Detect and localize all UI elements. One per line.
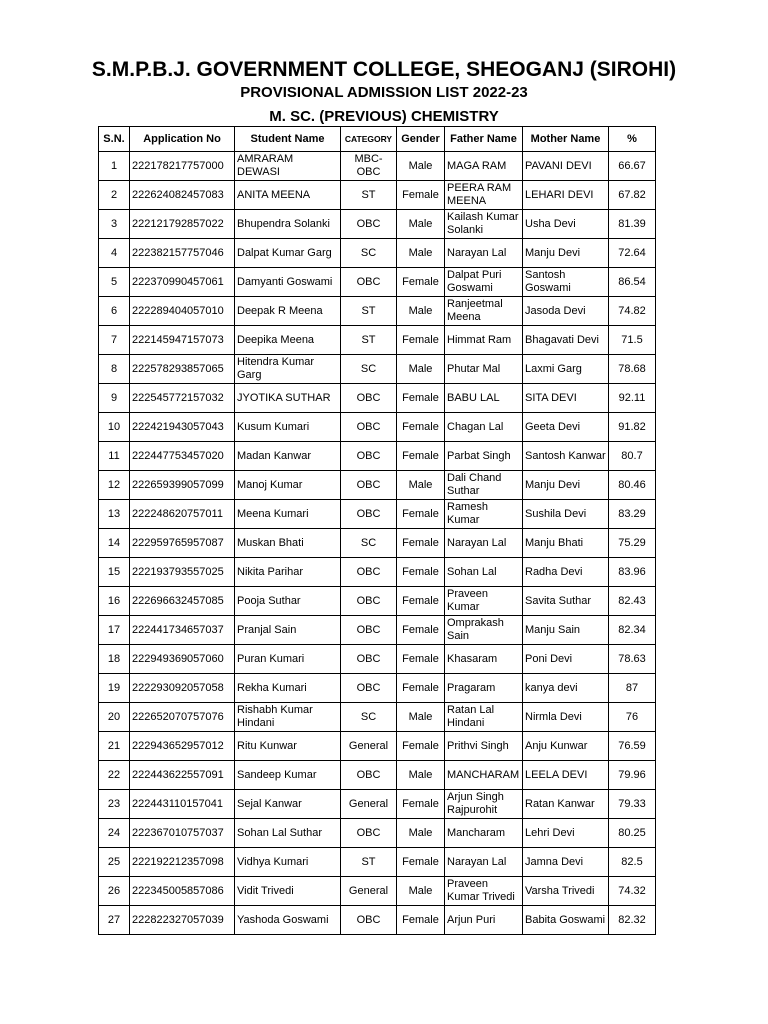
mother-name-cell: Manju Sain (523, 616, 609, 645)
student-name-cell: Hitendra Kumar Garg (235, 355, 341, 384)
category-cell: OBC (341, 645, 397, 674)
percent-cell: 83.29 (609, 500, 656, 529)
category-cell: OBC (341, 413, 397, 442)
sn-cell: 11 (99, 442, 130, 471)
application-no-cell: 222578293857065 (130, 355, 235, 384)
mother-name-cell: Santosh Goswami (523, 268, 609, 297)
category-cell: SC (341, 703, 397, 732)
sn-cell: 24 (99, 819, 130, 848)
mother-name-cell: Bhagavati Devi (523, 326, 609, 355)
father-name-cell: Ratan Lal Hindani (445, 703, 523, 732)
category-cell: OBC (341, 471, 397, 500)
table-row (99, 268, 656, 297)
table-row (99, 790, 656, 819)
application-no-cell: 222248620757011 (130, 500, 235, 529)
application-no-cell: 222624082457083 (130, 181, 235, 210)
student-name-cell: Ritu Kunwar (235, 732, 341, 761)
father-name-cell: Himmat Ram (445, 326, 523, 355)
percent-cell: 80.25 (609, 819, 656, 848)
application-no-cell: 222145947157073 (130, 326, 235, 355)
mother-name-cell: Anju Kunwar (523, 732, 609, 761)
gender-cell: Male (397, 819, 445, 848)
mother-name-cell: Manju Bhati (523, 529, 609, 558)
gender-cell: Female (397, 442, 445, 471)
percent-cell: 72.64 (609, 239, 656, 268)
college-title: S.M.P.B.J. GOVERNMENT COLLEGE, SHEOGANJ (SIROHI) (91, 58, 677, 81)
table-row (99, 239, 656, 268)
father-name-cell: Dali Chand Suthar (445, 471, 523, 500)
table-row (99, 819, 656, 848)
gender-cell: Female (397, 674, 445, 703)
gender-cell: Female (397, 326, 445, 355)
student-name-cell: Yashoda Goswami (235, 906, 341, 935)
gender-cell: Male (397, 703, 445, 732)
student-name-cell: Vidit Trivedi (235, 877, 341, 906)
table-body (99, 152, 656, 935)
father-name-cell: Omprakash Sain (445, 616, 523, 645)
application-no-cell: 222659399057099 (130, 471, 235, 500)
percent-cell: 78.63 (609, 645, 656, 674)
student-name-cell: Sohan Lal Suthar (235, 819, 341, 848)
mother-name-cell: PAVANI DEVI (523, 152, 609, 181)
student-name-cell: Nikita Parihar (235, 558, 341, 587)
mother-name-cell: Ratan Kanwar (523, 790, 609, 819)
table-row (99, 384, 656, 413)
percent-cell: 80.7 (609, 442, 656, 471)
percent-cell: 81.39 (609, 210, 656, 239)
table-row (99, 500, 656, 529)
table-row (99, 703, 656, 732)
percent-cell: 74.82 (609, 297, 656, 326)
sn-cell: 16 (99, 587, 130, 616)
column-header-application-no: Application No (130, 127, 235, 152)
column-header-sn: S.N. (99, 127, 130, 152)
sn-cell: 8 (99, 355, 130, 384)
course-title: M. SC. (PREVIOUS) CHEMISTRY (269, 108, 499, 125)
sn-cell: 6 (99, 297, 130, 326)
percent-cell: 82.32 (609, 906, 656, 935)
column-header-percent: % (609, 127, 656, 152)
category-cell: OBC (341, 587, 397, 616)
category-cell: ST (341, 297, 397, 326)
application-no-cell: 222447753457020 (130, 442, 235, 471)
application-no-cell: 222345005857086 (130, 877, 235, 906)
table-row (99, 761, 656, 790)
gender-cell: Female (397, 384, 445, 413)
percent-cell: 79.33 (609, 790, 656, 819)
table-row (99, 906, 656, 935)
mother-name-cell: Varsha Trivedi (523, 877, 609, 906)
category-cell: OBC (341, 500, 397, 529)
mother-name-cell: LEELA DEVI (523, 761, 609, 790)
sn-cell: 9 (99, 384, 130, 413)
table-row (99, 848, 656, 877)
student-name-cell: Dalpat Kumar Garg (235, 239, 341, 268)
gender-cell: Male (397, 239, 445, 268)
table-row (99, 181, 656, 210)
sn-cell: 4 (99, 239, 130, 268)
application-no-cell: 222441734657037 (130, 616, 235, 645)
table-row (99, 558, 656, 587)
percent-cell: 92.11 (609, 384, 656, 413)
percent-cell: 76.59 (609, 732, 656, 761)
gender-cell: Male (397, 471, 445, 500)
category-cell: SC (341, 529, 397, 558)
column-header-father-name: Father Name (445, 127, 523, 152)
application-no-cell: 222178217757000 (130, 152, 235, 181)
father-name-cell: MANCHARAM (445, 761, 523, 790)
category-cell: OBC (341, 674, 397, 703)
mother-name-cell: Santosh Kanwar (523, 442, 609, 471)
application-no-cell: 222696632457085 (130, 587, 235, 616)
gender-cell: Male (397, 210, 445, 239)
application-no-cell: 222652070757076 (130, 703, 235, 732)
category-cell: OBC (341, 384, 397, 413)
mother-name-cell: Sushila Devi (523, 500, 609, 529)
father-name-cell: Arjun Singh Rajpurohit (445, 790, 523, 819)
mother-name-cell: Poni Devi (523, 645, 609, 674)
sn-cell: 23 (99, 790, 130, 819)
mother-name-cell: Usha Devi (523, 210, 609, 239)
category-cell: ST (341, 181, 397, 210)
percent-cell: 80.46 (609, 471, 656, 500)
gender-cell: Female (397, 587, 445, 616)
sn-cell: 17 (99, 616, 130, 645)
sn-cell: 15 (99, 558, 130, 587)
admission-table (98, 126, 656, 935)
sn-cell: 7 (99, 326, 130, 355)
father-name-cell: Khasaram (445, 645, 523, 674)
student-name-cell: Sandeep Kumar (235, 761, 341, 790)
father-name-cell: MAGA RAM (445, 152, 523, 181)
category-cell: OBC (341, 558, 397, 587)
application-no-cell: 222192212357098 (130, 848, 235, 877)
father-name-cell: Dalpat Puri Goswami (445, 268, 523, 297)
gender-cell: Female (397, 616, 445, 645)
mother-name-cell: Nirmla Devi (523, 703, 609, 732)
student-name-cell: Pooja Suthar (235, 587, 341, 616)
father-name-cell: Pragaram (445, 674, 523, 703)
application-no-cell: 222443110157041 (130, 790, 235, 819)
table-row (99, 413, 656, 442)
mother-name-cell: Savita Suthar (523, 587, 609, 616)
gender-cell: Female (397, 181, 445, 210)
gender-cell: Female (397, 645, 445, 674)
gender-cell: Male (397, 297, 445, 326)
table-row (99, 529, 656, 558)
student-name-cell: AMRARAM DEWASI (235, 152, 341, 181)
student-name-cell: Deepak R Meena (235, 297, 341, 326)
table-row (99, 877, 656, 906)
percent-cell: 66.67 (609, 152, 656, 181)
percent-cell: 86.54 (609, 268, 656, 297)
student-name-cell: Deepika Meena (235, 326, 341, 355)
father-name-cell: Ranjeetmal Meena (445, 297, 523, 326)
list-title: PROVISIONAL ADMISSION LIST 2022-23 (240, 84, 528, 101)
application-no-cell: 222289404057010 (130, 297, 235, 326)
student-name-cell: Manoj Kumar (235, 471, 341, 500)
application-no-cell: 222382157757046 (130, 239, 235, 268)
student-name-cell: Meena Kumari (235, 500, 341, 529)
gender-cell: Female (397, 268, 445, 297)
sn-cell: 10 (99, 413, 130, 442)
application-no-cell: 222949369057060 (130, 645, 235, 674)
father-name-cell: Narayan Lal (445, 529, 523, 558)
gender-cell: Male (397, 877, 445, 906)
application-no-cell: 222121792857022 (130, 210, 235, 239)
table-row (99, 210, 656, 239)
sn-cell: 12 (99, 471, 130, 500)
sn-cell: 21 (99, 732, 130, 761)
category-cell: ST (341, 326, 397, 355)
percent-cell: 78.68 (609, 355, 656, 384)
application-no-cell: 222367010757037 (130, 819, 235, 848)
table-row (99, 355, 656, 384)
gender-cell: Female (397, 732, 445, 761)
student-name-cell: ANITA MEENA (235, 181, 341, 210)
category-cell: General (341, 732, 397, 761)
category-cell: OBC (341, 819, 397, 848)
father-name-cell: Ramesh Kumar (445, 500, 523, 529)
mother-name-cell: Laxmi Garg (523, 355, 609, 384)
father-name-cell: Chagan Lal (445, 413, 523, 442)
table-row (99, 616, 656, 645)
student-name-cell: JYOTIKA SUTHAR (235, 384, 341, 413)
gender-cell: Female (397, 790, 445, 819)
father-name-cell: Arjun Puri (445, 906, 523, 935)
category-cell: OBC (341, 906, 397, 935)
column-header-student-name: Student Name (235, 127, 341, 152)
gender-cell: Female (397, 906, 445, 935)
gender-cell: Male (397, 761, 445, 790)
application-no-cell: 222545772157032 (130, 384, 235, 413)
percent-cell: 91.82 (609, 413, 656, 442)
table-row (99, 297, 656, 326)
application-no-cell: 222421943057043 (130, 413, 235, 442)
percent-cell: 76 (609, 703, 656, 732)
father-name-cell: Narayan Lal (445, 848, 523, 877)
student-name-cell: Damyanti Goswami (235, 268, 341, 297)
father-name-cell: Prithvi Singh (445, 732, 523, 761)
gender-cell: Female (397, 500, 445, 529)
percent-cell: 83.96 (609, 558, 656, 587)
column-header-category: CATEGORY (341, 127, 397, 152)
table-row (99, 442, 656, 471)
father-name-cell: Narayan Lal (445, 239, 523, 268)
sn-cell: 26 (99, 877, 130, 906)
student-name-cell: Sejal Kanwar (235, 790, 341, 819)
category-cell: OBC (341, 616, 397, 645)
gender-cell: Female (397, 558, 445, 587)
mother-name-cell: kanya devi (523, 674, 609, 703)
mother-name-cell: Radha Devi (523, 558, 609, 587)
percent-cell: 79.96 (609, 761, 656, 790)
table-row (99, 471, 656, 500)
mother-name-cell: Geeta Devi (523, 413, 609, 442)
sn-cell: 18 (99, 645, 130, 674)
student-name-cell: Rekha Kumari (235, 674, 341, 703)
father-name-cell: Phutar Mal (445, 355, 523, 384)
sn-cell: 25 (99, 848, 130, 877)
student-name-cell: Bhupendra Solanki (235, 210, 341, 239)
mother-name-cell: Lehri Devi (523, 819, 609, 848)
category-cell: OBC (341, 442, 397, 471)
table-row (99, 674, 656, 703)
sn-cell: 13 (99, 500, 130, 529)
sn-cell: 19 (99, 674, 130, 703)
category-cell: MBC-OBC (341, 152, 397, 181)
sn-cell: 2 (99, 181, 130, 210)
student-name-cell: Vidhya Kumari (235, 848, 341, 877)
application-no-cell: 222193793557025 (130, 558, 235, 587)
category-cell: OBC (341, 210, 397, 239)
father-name-cell: Praveen Kumar (445, 587, 523, 616)
mother-name-cell: Jasoda Devi (523, 297, 609, 326)
percent-cell: 75.29 (609, 529, 656, 558)
student-name-cell: Rishabh Kumar Hindani (235, 703, 341, 732)
student-name-cell: Kusum Kumari (235, 413, 341, 442)
percent-cell: 71.5 (609, 326, 656, 355)
percent-cell: 74.32 (609, 877, 656, 906)
application-no-cell: 222443622557091 (130, 761, 235, 790)
percent-cell: 87 (609, 674, 656, 703)
student-name-cell: Pranjal Sain (235, 616, 341, 645)
father-name-cell: Mancharam (445, 819, 523, 848)
category-cell: General (341, 877, 397, 906)
table-row (99, 587, 656, 616)
application-no-cell: 222943652957012 (130, 732, 235, 761)
category-cell: General (341, 790, 397, 819)
student-name-cell: Muskan Bhati (235, 529, 341, 558)
sn-cell: 3 (99, 210, 130, 239)
father-name-cell: Parbat Singh (445, 442, 523, 471)
header-row (99, 127, 656, 152)
application-no-cell: 222370990457061 (130, 268, 235, 297)
sn-cell: 22 (99, 761, 130, 790)
category-cell: ST (341, 848, 397, 877)
column-header-gender: Gender (397, 127, 445, 152)
mother-name-cell: Jamna Devi (523, 848, 609, 877)
sn-cell: 27 (99, 906, 130, 935)
student-name-cell: Madan Kanwar (235, 442, 341, 471)
father-name-cell: PEERA RAM MEENA (445, 181, 523, 210)
column-header-mother-name: Mother Name (523, 127, 609, 152)
mother-name-cell: Babita Goswami (523, 906, 609, 935)
table-row (99, 732, 656, 761)
student-name-cell: Puran Kumari (235, 645, 341, 674)
gender-cell: Female (397, 529, 445, 558)
category-cell: SC (341, 355, 397, 384)
application-no-cell: 222293092057058 (130, 674, 235, 703)
gender-cell: Male (397, 152, 445, 181)
percent-cell: 82.34 (609, 616, 656, 645)
category-cell: OBC (341, 268, 397, 297)
mother-name-cell: Manju Devi (523, 471, 609, 500)
application-no-cell: 222822327057039 (130, 906, 235, 935)
gender-cell: Male (397, 355, 445, 384)
percent-cell: 82.5 (609, 848, 656, 877)
table-row (99, 152, 656, 181)
table-row (99, 645, 656, 674)
father-name-cell: Sohan Lal (445, 558, 523, 587)
application-no-cell: 222959765957087 (130, 529, 235, 558)
table-row (99, 326, 656, 355)
sn-cell: 14 (99, 529, 130, 558)
mother-name-cell: LEHARI DEVI (523, 181, 609, 210)
mother-name-cell: Manju Devi (523, 239, 609, 268)
gender-cell: Female (397, 413, 445, 442)
sn-cell: 5 (99, 268, 130, 297)
mother-name-cell: SITA DEVI (523, 384, 609, 413)
father-name-cell: BABU LAL (445, 384, 523, 413)
category-cell: OBC (341, 761, 397, 790)
percent-cell: 67.82 (609, 181, 656, 210)
gender-cell: Female (397, 848, 445, 877)
father-name-cell: Praveen Kumar Trivedi (445, 877, 523, 906)
father-name-cell: Kailash Kumar Solanki (445, 210, 523, 239)
category-cell: SC (341, 239, 397, 268)
sn-cell: 1 (99, 152, 130, 181)
sn-cell: 20 (99, 703, 130, 732)
percent-cell: 82.43 (609, 587, 656, 616)
